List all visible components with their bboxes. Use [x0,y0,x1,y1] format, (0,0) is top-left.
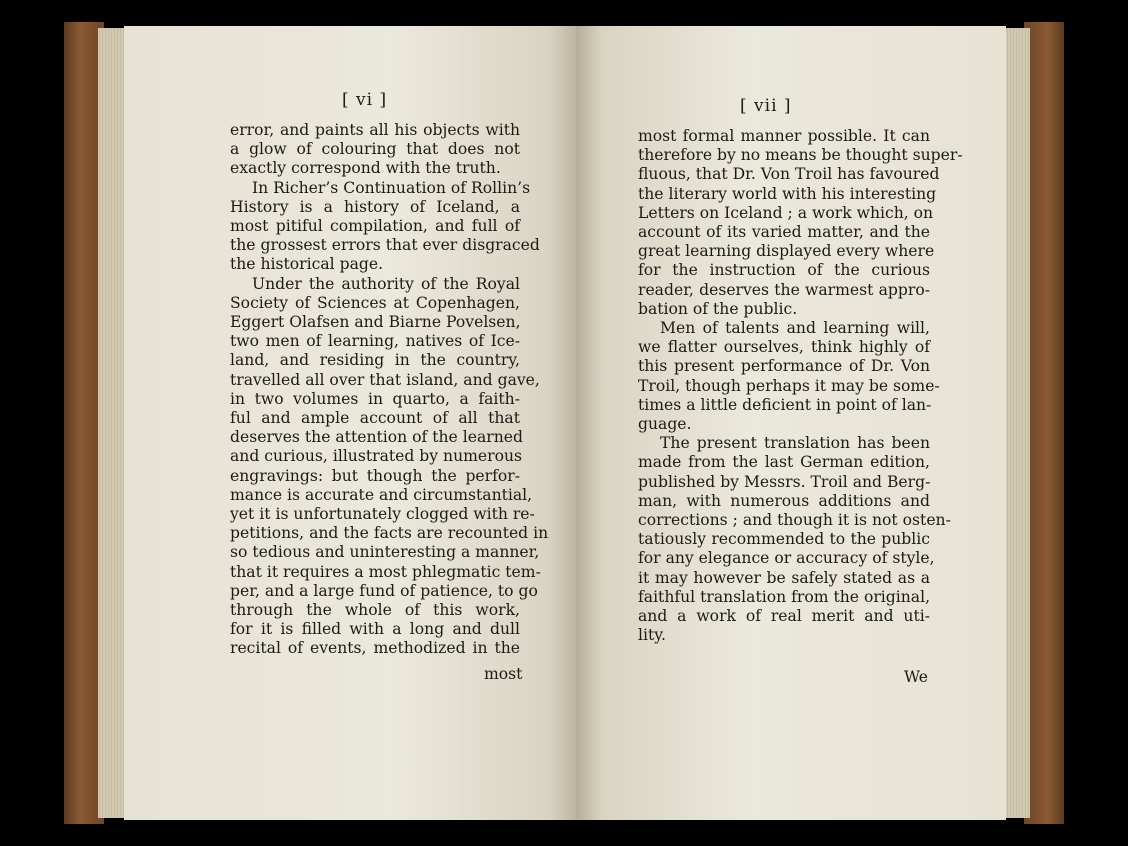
text-line: the historical page. [230,255,384,274]
text-line: ful and ample account of all that [230,409,520,428]
text-line: man, with numerous additions and [638,491,930,510]
text-line: land, and residing in the country, [230,351,520,370]
text-line: The present translation has been [660,434,930,453]
text-line: for any elegance or accuracy of style, [638,549,935,568]
text-line: in two volumes in quarto, a faith- [230,389,520,408]
text-line: this present performance of Dr. Von [638,357,930,376]
text-line: engravings: but though the perfor- [230,466,520,485]
text-line: deserves the attention of the learned [230,428,523,447]
text-line: yet it is unfortunately clogged with re- [230,505,535,524]
text-line: Eggert Olafsen and Biarne Povelsen, [230,313,521,332]
text-line: History is a history of Iceland, a [230,197,520,216]
text-line: Men of talents and learning will, [660,319,930,338]
text-line: most pitiful compilation, and full of [230,217,520,236]
text-line: guage. [638,415,692,434]
text-line: through the whole of this work, [230,601,520,620]
text-line: the literary world with his interesting [638,184,937,203]
text-line: we flatter ourselves, think highly of [638,338,930,357]
text-line: for it is filled with a long and dull [230,620,520,639]
text-line: and curious, illustrated by numerous [230,447,523,466]
text-line: made from the last German edition, [638,453,930,472]
text-line: exactly correspond with the truth. [230,159,501,178]
right-catchword: We [904,668,928,686]
text-line: error, and paints all his objects with [230,121,520,139]
page-header-vi: [ vi ] [342,90,388,110]
text-line: faithful translation from the original, [638,587,931,606]
text-line: a glow of colouring that does not [230,140,520,159]
text-line: In Richer’s Continuation of Rollin’s [252,178,531,197]
text-line: per, and a large fund of patience, to go [230,581,538,600]
text-line: times a little deficient in point of lan- [638,395,932,414]
text-line: fluous, that Dr. Von Troil has favoured [638,165,940,184]
text-line: bation of the public. [638,299,798,318]
text-line: Society of Sciences at Copenhagen, [230,293,520,312]
text-line: reader, deserves the warmest appro- [638,280,930,299]
text-line: so tedious and uninteresting a manner, [230,543,540,562]
text-line: for the instruction of the curious [638,261,930,280]
text-line: published by Messrs. Troil and Berg- [638,472,931,491]
left-catchword: most [484,665,523,683]
right-page [576,26,1006,820]
text-line: it may however be safely stated as a [638,568,930,587]
left-page-text [230,121,549,659]
text-line: mance is accurate and circumstantial, [230,485,533,504]
text-line: lity. [638,626,666,645]
text-line: Troil, though perhaps it may be some- [638,376,940,395]
text-line: corrections ; and though it is not osten- [638,511,951,530]
text-line: and a work of real merit and uti- [638,607,930,626]
text-line: tatiously recommended to the public [638,530,930,549]
page-header-vii: [ vii ] [740,96,792,116]
left-page [124,26,576,820]
text-line: Letters on Iceland ; a work which, on [638,203,934,222]
right-page-text [638,127,963,645]
text-line: the grossest errors that ever disgraced [230,236,540,255]
text-line: most formal manner possible. It can [638,127,930,145]
text-line: account of its varied matter, and the [638,223,930,242]
text-line: Under the authority of the Royal [252,274,520,293]
text-line: therefore by no means be thought super- [638,146,963,165]
text-line: travelled all over that island, and gave, [230,370,540,389]
text-line: two men of learning, natives of Ice- [230,332,520,351]
open-book [64,22,1064,824]
text-line: petitions, and the facts are recounted in [230,524,549,543]
right-cover-edge [1024,22,1064,824]
text-line: great learning displayed every where [638,242,935,261]
text-line: recital of events, methodized in the [230,639,520,658]
text-line: that it requires a most phlegmatic tem- [230,562,541,581]
